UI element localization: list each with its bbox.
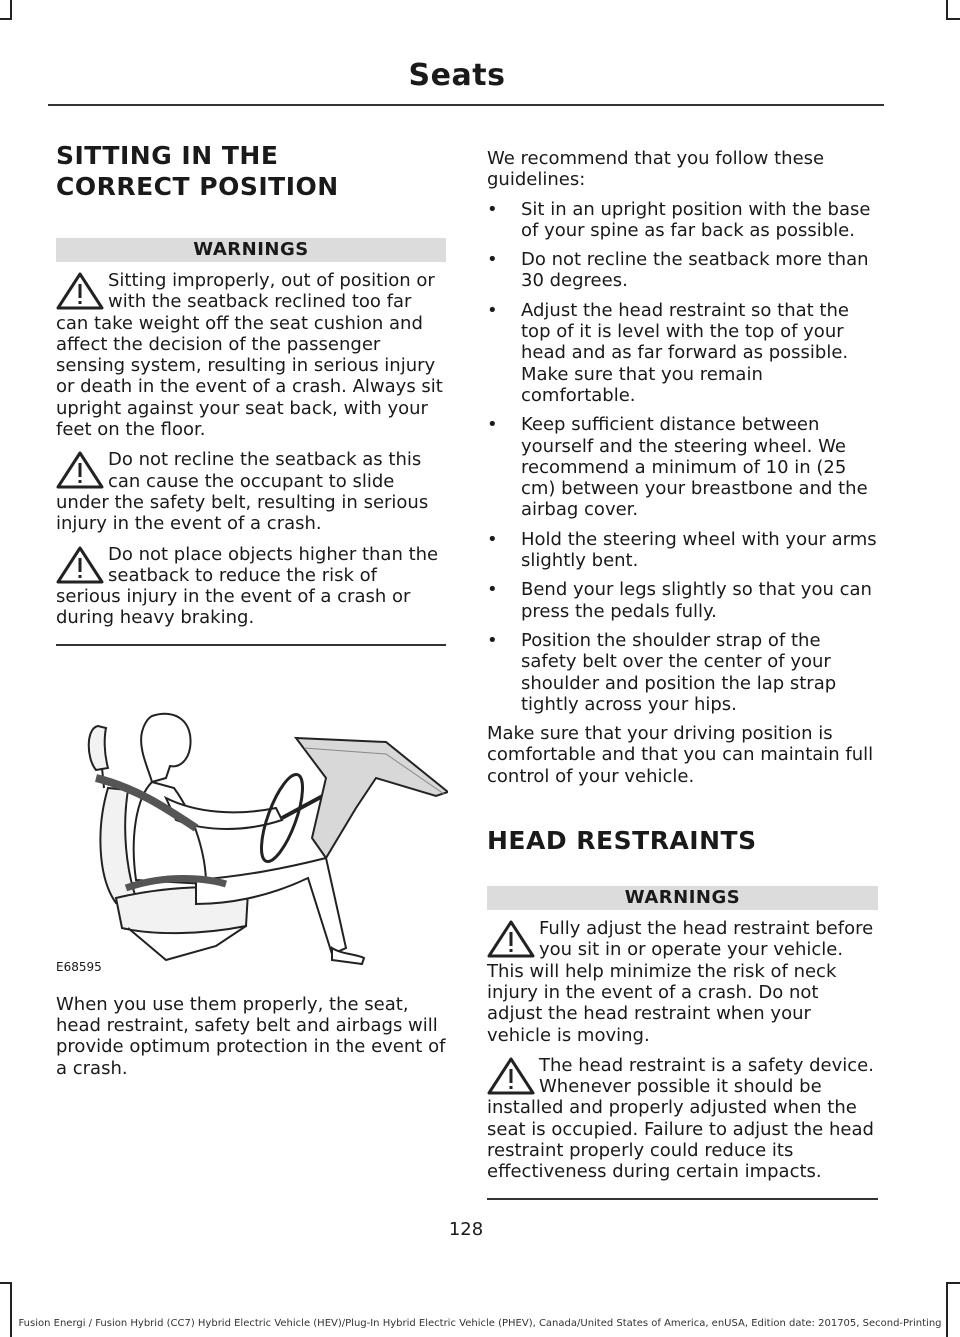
warning-item [56,449,446,534]
warning-text: The head restraint is a safety device. Whenever possible it should be installed and properly adjusted when the seat is occupied. Failure to adjust the head restraint properly could reduce its effectiveness during certain impacts. [487,1054,874,1183]
intro-paragraph: We recommend that you follow these guidelines: [487,148,825,191]
list-item [487,630,878,715]
list-item-text: Sit in an upright position with the base of your spine as far back as possible. [521,198,871,241]
bullet: • [487,198,498,220]
bullet: • [487,249,498,271]
warning-text: Sitting improperly, out of position or with the seatback reclined too far can take weight off the seat cushion and affect the decision of the passenger sensing system, resulting in serious injury or death in the event of a crash. Always sit upright against your seat back, with your feet on the floor. [56,270,443,441]
header-divider [48,104,884,106]
warning-triangle-icon [56,270,106,312]
warning-text: Do not recline the seatback as this can cause the occupant to slide under the safety belt, resulting in serious injury in the event of a crash. [56,449,429,535]
warning-item [56,270,446,440]
list-item [487,414,878,520]
crop-mark [0,1282,12,1284]
closing-paragraph: Make sure that your driving position is comfortable and that you can maintain full control of your vehicle. [487,723,874,787]
section-heading: HEAD RESTRAINTS [487,826,757,856]
warning-item [56,544,446,629]
warning-triangle-icon [487,918,537,960]
bullet: • [487,414,498,436]
left-column [56,140,446,1079]
warning-triangle-icon [56,544,106,586]
page-header [0,58,932,93]
warnings-title: WARNINGS [56,238,446,262]
guidelines-list [487,199,878,716]
warning-text: Fully adjust the head restraint before you sit in or operate your vehicle. This will help minimize the risk of neck injury in the event of a crash. Do not adjust the head restraint when your vehicle is moving. [487,918,874,1046]
crop-mark [0,18,12,20]
warnings-title: WARNINGS [487,886,878,910]
crop-mark [946,18,960,20]
crop-mark [946,1282,960,1284]
warning-item [487,918,878,1046]
list-item [487,300,878,406]
page-footer: Fusion Energi / Fusion Hybrid (CC7) Hybrid Electric Vehicle (HEV)/Plug-In Hybrid Electric Vehicle (PHEV), Canada/United States of America, enUSA, Edition date: 201705, Second-Printing [18,1318,942,1329]
list-item [487,199,878,242]
page-title: Seats [408,58,506,93]
bullet: • [487,579,498,601]
body-paragraph: When you use them properly, the seat, head restraint, safety belt and airbags will provide optimum protection in the event of a crash. [56,993,446,1079]
warning-item [487,1055,878,1183]
list-item-text: Bend your legs slightly so that you can press the pedals fully. [521,579,872,622]
warning-triangle-icon [56,449,106,491]
figure-code: E68595 [56,959,102,974]
list-item-text: Adjust the head restraint so that the top of it is level with the top of your head and as far forward as possible. Make sure that you remain comfortable. [521,299,849,406]
list-item-text: Do not recline the seatback more than 30 degrees. [521,249,869,292]
crop-mark [10,0,12,20]
list-item [487,249,878,292]
bullet: • [487,528,498,550]
seating-position-illustration [56,708,448,976]
crop-mark [946,0,948,20]
list-item-text: Hold the steering wheel with your arms slightly bent. [521,528,877,572]
section-heading: SITTING IN THE CORRECT POSITION [56,141,339,201]
list-item [487,529,878,572]
warning-text: Do not place objects higher than the seatback to reduce the risk of serious injury in the event of a crash or during heavy braking. [56,543,439,629]
warning-triangle-icon [487,1055,537,1097]
right-column [487,148,878,1200]
bullet: • [487,299,498,321]
warnings-divider [487,1198,878,1200]
list-item [487,579,878,622]
list-item-text: Position the shoulder strap of the safety belt over the center of your shoulder and position the lap strap tightly across your hips. [521,629,837,715]
page-number: 128 [448,1219,484,1240]
bullet: • [487,629,498,651]
list-item-text: Keep sufficient distance between yourself and the steering wheel. We recommend a minimum of 10 in (25 cm) between your breastbone and the airbag cover. [521,414,868,521]
